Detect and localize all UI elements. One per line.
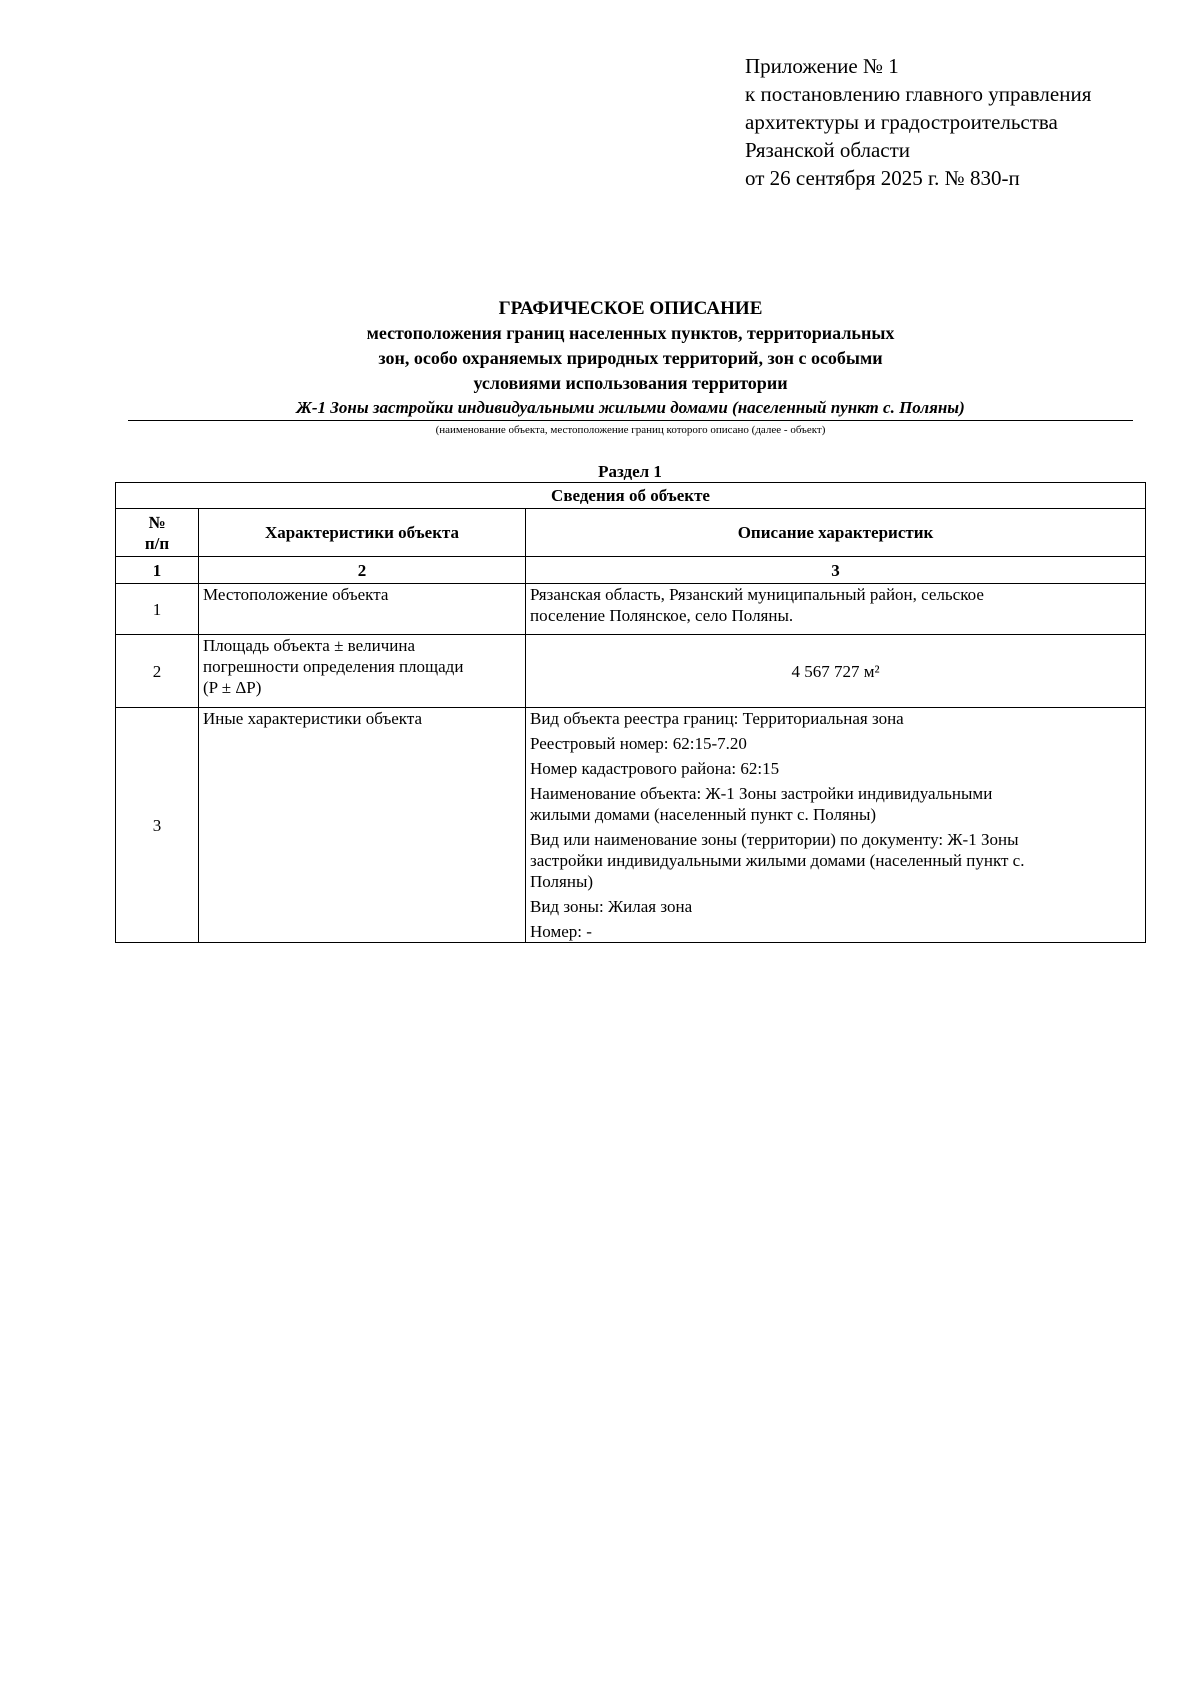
appendix-line: Рязанской области — [745, 138, 911, 162]
document-subtitle-line: зон, особо охраняемых природных территорий, зон с особыми — [378, 348, 883, 368]
description-line: Рязанская область, Рязанский муниципальный район, сельское — [530, 585, 984, 604]
header-characteristics: Характеристики объекта — [199, 509, 526, 557]
header-num — [116, 509, 199, 557]
document-heading — [128, 296, 1133, 438]
characteristic-line: Площадь объекта ± величина — [203, 636, 416, 655]
zone-by-document-line: застройки индивидуальными жилыми домами (населенный пункт с. — [530, 851, 1025, 870]
table-title-row — [116, 483, 1146, 509]
table-title: Сведения об объекте — [116, 483, 1146, 509]
header-description: Описание характеристик — [526, 509, 1146, 557]
object-name-item-line: жилыми домами (населенный пункт с. Поляны) — [530, 805, 877, 824]
table-row — [116, 584, 1146, 635]
object-name-underline — [128, 420, 1133, 421]
row-number: 2 — [116, 635, 199, 708]
zone-by-document-line: Поляны) — [530, 872, 594, 891]
object-name-item — [530, 783, 1141, 825]
row-number: 3 — [116, 708, 199, 943]
row-characteristic: Иные характеристики объекта — [199, 708, 526, 943]
zone-type: Вид зоны: Жилая зона — [530, 897, 693, 916]
appendix-line: Приложение № 1 — [745, 54, 899, 78]
table-row — [116, 635, 1146, 708]
document-subtitle-line: условиями использования территории — [473, 373, 788, 393]
zone-number: Номер: - — [530, 922, 592, 941]
table-row — [116, 708, 1146, 943]
row-description — [526, 708, 1146, 943]
object-name-item-line: Наименование объекта: Ж-1 Зоны застройки индивидуальными — [530, 784, 993, 803]
section-title: Раздел 1 — [598, 462, 662, 481]
row-number: 1 — [116, 584, 199, 635]
registry-number: Реестровый номер: 62:15-7.20 — [530, 734, 747, 753]
column-number: 2 — [199, 557, 526, 584]
appendix-line: архитектуры и градостроительства — [745, 110, 1058, 134]
appendix-date-line: от 26 сентября 2025 г. № 830-п — [745, 166, 1020, 190]
zone-by-document-line: Вид или наименование зоны (территории) по документу: Ж-1 Зоны — [530, 830, 1019, 849]
header-num-line: п/п — [144, 533, 170, 553]
zone-by-document — [530, 829, 1141, 892]
appendix-block — [745, 52, 1091, 192]
header-num-line: № — [148, 512, 166, 532]
column-number: 1 — [116, 557, 199, 584]
object-name: Ж-1 Зоны застройки индивидуальными жилыми домами (населенный пункт с. Поляны) — [296, 398, 965, 417]
appendix-line: к постановлению главного управления — [745, 82, 1092, 106]
row-description — [526, 584, 1146, 635]
area-value: 4 567 727 м² — [526, 635, 1146, 708]
row-characteristic — [199, 635, 526, 708]
description-line: поселение Полянское, село Поляны. — [530, 606, 794, 625]
column-number-row — [116, 557, 1146, 584]
characteristic-line: погрешности определения площади — [203, 657, 464, 676]
object-info-table — [115, 482, 1146, 943]
registry-type: Вид объекта реестра границ: Территориальная зона — [530, 709, 904, 728]
object-name-caption: (наименование объекта, местоположение границ которого описано (далее - объект) — [435, 424, 826, 436]
table-header-row — [116, 509, 1146, 557]
row-characteristic: Местоположение объекта — [199, 584, 526, 635]
document-title: ГРАФИЧЕСКОЕ ОПИСАНИЕ — [498, 298, 763, 319]
characteristic-line: (P ± ΔP) — [203, 678, 262, 697]
document-subtitle-line: местоположения границ населенных пунктов, территориальных — [366, 323, 895, 343]
column-number: 3 — [526, 557, 1146, 584]
cadastral-district: Номер кадастрового района: 62:15 — [530, 759, 780, 778]
